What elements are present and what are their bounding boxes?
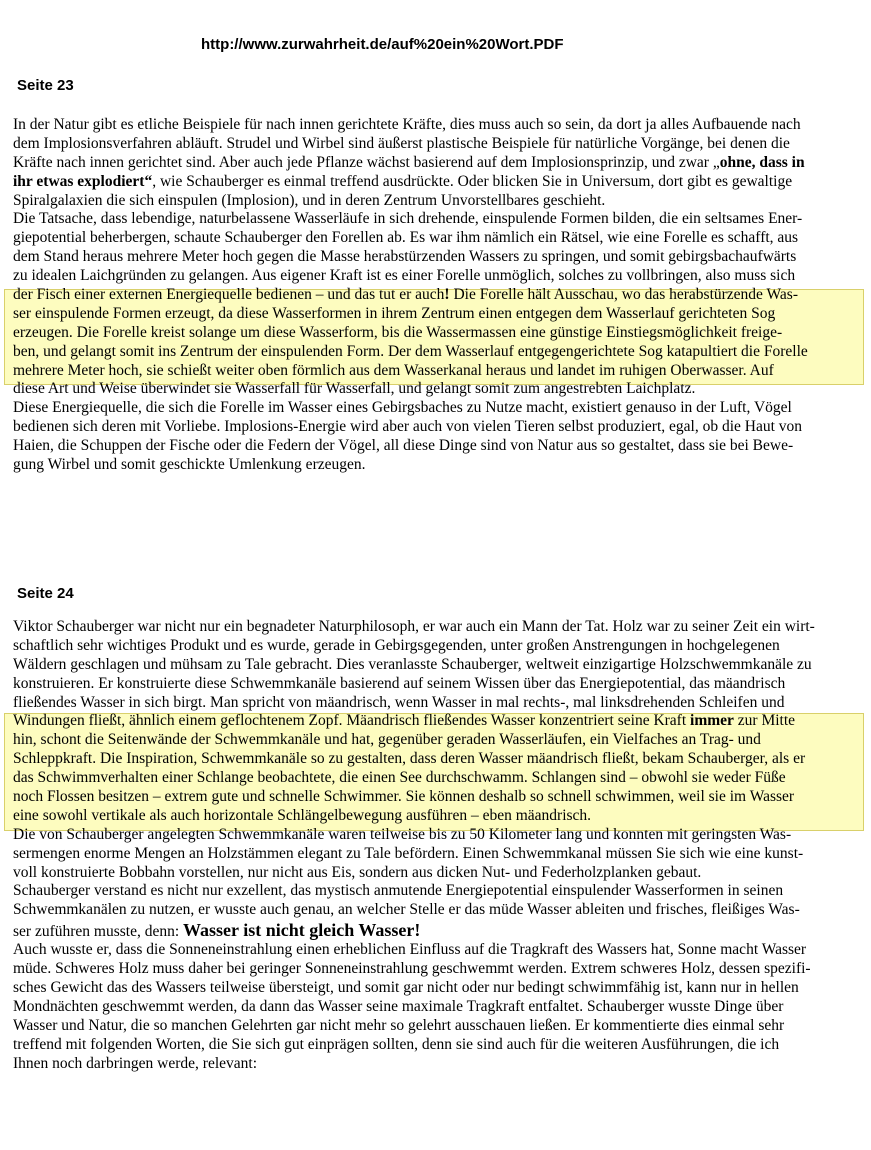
text-line: Schleppkraft. Die Inspiration, Schwemmkanäle so zu gestalten, dass deren Wasser mäandrisch fließt, bekam Schauberger, als er xyxy=(13,750,806,768)
text-line: ihr etwas explodiert“, wie Schauberger es einmal treffend ausdrückte. Oder blicken Sie in Universum, dort gibt es gewaltige xyxy=(13,172,793,190)
text-line: ser zuführen musste, denn: Wasser ist nicht gleich Wasser! xyxy=(13,920,421,941)
text-line: Wäldern geschlagen und mühsam zu Tale gebracht. Dies veranlasste Schauberger, weltweit einzigartige Holzschwemmkanäle zu xyxy=(13,655,812,673)
text-line: Schwemmkanälen zu nutzen, er wusste auch genau, an welcher Stelle er das müde Wasser ableiten und frisches, fleißiges Was- xyxy=(13,901,800,919)
page-24-heading: Seite 24 xyxy=(17,585,74,602)
text-line: der Fisch einer externen Energiequelle bedienen – und das tut er auch! Die Forelle hält Ausschau, wo das herabstürzende Was- xyxy=(13,286,798,304)
text-line: Kräfte nach innen gerichtet sind. Aber auch jede Pflanze wächst basierend auf dem Implosionsprinzip, und zwar „ohne, dass in xyxy=(13,153,805,171)
bold-phrase: ihr etwas explodiert“ xyxy=(13,172,153,190)
text-line: das Schwimmverhalten einer Schlange beobachtete, die einen See durchschwamm. Schlangen sind – obwohl sie weder Füße xyxy=(13,769,786,787)
text-line: fließendes Wasser in sich birgt. Man spricht von mäandrisch, wenn Wasser in mal rechts-, mal linksdrehenden Schleifen und xyxy=(13,693,785,711)
text-line: ben, und gelangt somit ins Zentrum der einspulenden Form. Der dem Wasserlauf entgegengerichtete Sog katapultiert die Forelle xyxy=(13,342,808,360)
text-line: erzeugen. Die Forelle kreist solange um diese Wasserform, bis die Wassermassen eine günstige Einstiegsmöglichkeit freige- xyxy=(13,323,783,341)
text-line: müde. Schweres Holz muss daher bei geringer Sonneneinstrahlung geschwemmt werden. Extrem schweres Holz, dessen spezifi- xyxy=(13,960,811,978)
text-line: Viktor Schauberger war nicht nur ein begnadeter Naturphilosoph, er war auch ein Mann der Tat. Holz war zu seiner Zeit ein wirt- xyxy=(13,618,815,635)
text-line: mehrere Meter hoch, sie schießt weiter oben förmlich aus dem Wasserkanal heraus und landet im ruhigen Oberwasser. Auf xyxy=(13,361,774,379)
text-line: Schauberger verstand es nicht nur exzellent, das mystisch anmutende Energiepotential einspulender Wasserformen in seinen xyxy=(13,882,784,900)
text-line: dem Implosionsverfahren abläuft. Strudel und Wirbel sind äußerst plastische Beispiele für natürliche Vorgänge, bei denen die xyxy=(13,134,790,152)
text-line: schaftlich sehr wichtiges Produkt und es wurde, gerade in Gebirgsgegenden, unter großen Anstrengungen in hochgelegenen xyxy=(13,636,780,654)
text-line: konstruieren. Er konstruierte diese Schwemmkanäle basierend auf seinem Wissen über das Energiepotential, das mäandrisch xyxy=(13,674,786,692)
text-line: Ihnen noch darbringen werde, relevant: xyxy=(13,1054,258,1072)
text-line: noch Flossen besitzen – extrem gute und schnelle Schwimmer. Sie können deshalb so schnell schwimmen, weil sie im Wasser xyxy=(13,788,795,806)
text-line: Wasser und Natur, die so manchen Gelehrten gar nicht mehr so gelehrt ausschauen ließen. Er kommentierte dies einmal sehr xyxy=(13,1016,785,1034)
text-line: Diese Energiequelle, die sich die Forelle im Wasser eines Gebirgsbaches zu Nutze macht, existiert genauso in der Luft, Vögel xyxy=(13,399,792,417)
bold-phrase: ohne, dass in xyxy=(719,153,805,171)
text-line: Haien, die Schuppen der Fische oder die Federn der Vögel, all diese Dinge sind von Natur aus so gestaltet, dass sie bei Bewe- xyxy=(13,437,794,455)
text-line: hin, schont die Seitenwände der Schwemmkanäle und hat, gegenüber geraden Wasserläufen, ein Vielfaches an Trag- und xyxy=(13,731,761,749)
page-23-text xyxy=(13,116,808,475)
bold-statement: Wasser ist nicht gleich Wasser! xyxy=(183,920,421,941)
source-url: http://www.zurwahrheit.de/auf%20ein%20Wort.PDF xyxy=(201,36,564,53)
text-line: voll konstruierte Bobbahn vorstellen, nur nicht aus Eis, sondern aus dicken Nut- und Federholzplanken gebaut. xyxy=(13,863,702,881)
text-line: giepotential beherbergen, schaute Schauberger den Forellen ab. Es war ihm nämlich ein Rätsel, wie eine Forelle es schafft, aus xyxy=(13,229,799,247)
text-line: zu idealen Laichgründen zu gelangen. Aus eigener Kraft ist es einer Forelle unmöglich, solches zu vollbringen, also muss sich xyxy=(13,267,796,285)
text-line: eine sowohl vertikale als auch horizontale Schlängelbewegung ausführen – eben mäandrisch. xyxy=(13,806,592,824)
text-line: Windungen fließt, ähnlich einem geflochtenem Zopf. Mäandrisch fließendes Wasser konzentriert seine Kraft immer zur Mitte xyxy=(13,712,796,730)
text-line: dem Stand heraus mehrere Meter hoch gegen die Masse herabstürzenden Wassers zu springen, und somit gebirgsbachaufwärts xyxy=(13,248,797,266)
text-line: Die Tatsache, dass lebendige, naturbelassene Wasserläufe in sich drehende, einspulende Formen bilden, die ein seltsames Ener- xyxy=(13,210,803,228)
text-line: Auch wusste er, dass die Sonneneinstrahlung einen erheblichen Einfluss auf die Tragkraft des Wassers hat, Sonne macht Wasser xyxy=(13,941,807,959)
text-line: Mondnächten geschwemmt werden, da dann das Wasser seine maximale Tragkraft entfaltet. Schauberger wusste Dinge über xyxy=(13,997,784,1015)
text-line: ser einspulende Formen erzeugt, da diese Wasserformen in ihrem Zentrum einen entgegen dem Wasserlauf gerichteten Sog xyxy=(13,304,776,322)
text-line: Spiralgalaxien die sich einspulen (Implosion), und in deren Zentrum Unvorstellbares geschieht. xyxy=(13,191,606,209)
bold-exclamation: ! xyxy=(444,286,450,304)
page-23-heading: Seite 23 xyxy=(17,77,74,94)
text-line: gung Wirbel und somit geschickte Umlenkung erzeugen. xyxy=(13,456,366,474)
text-line: sermengen enorme Mengen an Holzstämmen elegant zu Tale befördern. Einen Schwemmkanal müssen Sie sich wie eine kunst- xyxy=(13,844,804,862)
page-24-text xyxy=(13,618,815,1073)
text-line: bedienen sich deren mit Vorliebe. Implosions-Energie wird aber auch von vielen Tieren selbst produziert, egal, ob die Haut von xyxy=(13,418,803,436)
text-line: In der Natur gibt es etliche Beispiele für nach innen gerichtete Kräfte, dies muss auch so sein, da dort ja alles Aufbauende nach xyxy=(13,116,801,133)
text-line: Die von Schauberger angelegten Schwemmkanäle waren teilweise bis zu 50 Kilometer lang und konnten mit geringsten Was- xyxy=(13,825,792,843)
bold-word: immer xyxy=(690,712,734,730)
text-line: sches Gewicht das des Wassers teilweise übersteigt, und somit gar nicht oder nur bedingt schwimmfähig ist, kann nur in hellen xyxy=(13,979,799,997)
text-line: diese Art und Weise überwindet sie Wasserfall für Wasserfall, und gelangt somit zum angestrebten Laichplatz. xyxy=(13,380,696,398)
text-line: treffend mit folgenden Worten, die Sie sich gut einprägen sollten, denn sie sind auch für die weiteren Ausführungen, die ich xyxy=(13,1035,780,1053)
